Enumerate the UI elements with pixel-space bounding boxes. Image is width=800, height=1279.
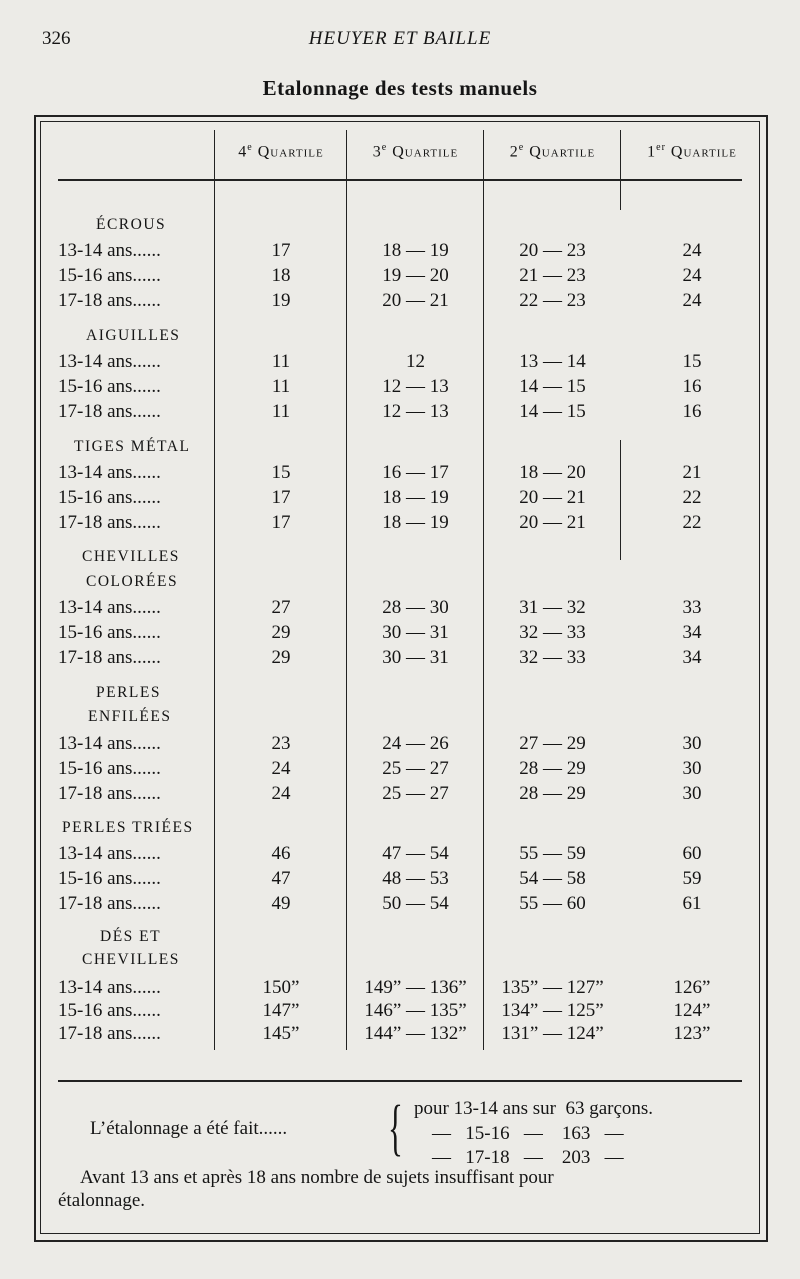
cell-q1: 24 bbox=[682, 240, 702, 261]
footer-line: — 15-16 — 163 — bbox=[432, 1123, 624, 1144]
row-age: 15-16 ans...... bbox=[58, 265, 161, 286]
column-header-4th-quartile: 4e Quartile bbox=[238, 142, 324, 161]
cell-q3: 18 — 19 bbox=[382, 240, 449, 261]
cell-q4: 46 bbox=[271, 843, 291, 864]
section-title-chevilles-colorees-line1: CHEVILLES bbox=[82, 548, 180, 565]
cell-q1: 61 bbox=[682, 893, 702, 914]
cell-q3: 12 — 13 bbox=[382, 401, 449, 422]
cell-q2: 134” — 125” bbox=[501, 1000, 604, 1021]
row-age: 13-14 ans...... bbox=[58, 977, 161, 998]
column-header-2nd-quartile: 2e Quartile bbox=[509, 142, 596, 161]
cell-q1: 24 bbox=[682, 290, 702, 311]
cell-q4: 147” bbox=[262, 1000, 300, 1021]
row-age: 17-18 ans...... bbox=[58, 401, 161, 422]
cell-q1: 30 bbox=[682, 783, 702, 804]
cell-q2: 55 — 60 bbox=[519, 893, 586, 914]
cell-q3: 48 — 53 bbox=[382, 868, 449, 889]
section-title-perles-enfilees-line1: PERLES bbox=[96, 684, 161, 701]
cell-q4: 47 bbox=[271, 868, 291, 889]
cell-q3: 18 — 19 bbox=[382, 512, 449, 533]
cell-q2: 14 — 15 bbox=[519, 401, 586, 422]
footer-intro: L’étalonnage a été fait...... bbox=[90, 1118, 288, 1139]
cell-q4: 24 bbox=[271, 783, 291, 804]
row-age: 15-16 ans...... bbox=[58, 1000, 161, 1021]
section-title-aiguilles: AIGUILLES bbox=[86, 327, 181, 344]
inner-frame bbox=[40, 121, 760, 1234]
row-age: 17-18 ans...... bbox=[58, 290, 161, 311]
cell-q2: 32 — 33 bbox=[519, 622, 586, 643]
cell-q3: 12 bbox=[406, 351, 425, 372]
cell-q2: 27 — 29 bbox=[519, 733, 586, 754]
row-age: 13-14 ans...... bbox=[58, 462, 161, 483]
section-title-perles-triees: PERLES TRIÉES bbox=[62, 819, 194, 836]
cell-q1: 59 bbox=[682, 868, 702, 889]
cell-q4: 49 bbox=[271, 893, 291, 914]
cell-q1: 21 bbox=[682, 462, 702, 483]
cell-q4: 29 bbox=[271, 622, 291, 643]
cell-q4: 18 bbox=[271, 265, 291, 286]
cell-q1: 24 bbox=[682, 265, 702, 286]
row-age: 13-14 ans...... bbox=[58, 843, 161, 864]
cell-q3: 12 — 13 bbox=[382, 376, 449, 397]
cell-q4: 24 bbox=[271, 758, 291, 779]
row-age: 15-16 ans...... bbox=[58, 487, 161, 508]
cell-q2: 21 — 23 bbox=[519, 265, 586, 286]
page-number: 326 bbox=[42, 28, 71, 49]
cell-q1: 60 bbox=[682, 843, 702, 864]
column-divider bbox=[483, 130, 484, 1050]
cell-q2: 28 — 29 bbox=[519, 758, 586, 779]
section-title-chevilles-colorees-line2: COLORÉES bbox=[86, 573, 179, 590]
row-age: 15-16 ans...... bbox=[58, 758, 161, 779]
cell-q2: 20 — 21 bbox=[519, 512, 586, 533]
row-age: 15-16 ans...... bbox=[58, 376, 161, 397]
cell-q2: 131” — 124” bbox=[501, 1023, 604, 1044]
cell-q4: 17 bbox=[271, 512, 291, 533]
cell-q3: 28 — 30 bbox=[382, 597, 449, 618]
row-age: 13-14 ans...... bbox=[58, 733, 161, 754]
section-title-perles-enfilees-line2: ENFILÉES bbox=[88, 708, 172, 725]
cell-q1: 126” bbox=[673, 977, 711, 998]
cell-q3: 47 — 54 bbox=[382, 843, 449, 864]
cell-q3: 149” — 136” bbox=[364, 977, 467, 998]
cell-q1: 16 bbox=[682, 401, 702, 422]
cell-q4: 150” bbox=[262, 977, 300, 998]
cell-q2: 20 — 21 bbox=[519, 487, 586, 508]
cell-q3: 146” — 135” bbox=[364, 1000, 467, 1021]
cell-q1: 15 bbox=[682, 351, 702, 372]
footer-rule bbox=[58, 1080, 742, 1082]
cell-q3: 30 — 31 bbox=[382, 622, 449, 643]
footer-brace: { bbox=[388, 1094, 403, 1162]
cell-q2: 135” — 127” bbox=[501, 977, 604, 998]
cell-q2: 55 — 59 bbox=[519, 843, 586, 864]
cell-q3: 50 — 54 bbox=[382, 893, 449, 914]
cell-q4: 145” bbox=[262, 1023, 300, 1044]
cell-q3: 25 — 27 bbox=[382, 758, 449, 779]
footer-note: Avant 13 ans et après 18 ans nombre de sujets insuffisant pour bbox=[80, 1167, 554, 1188]
cell-q1: 33 bbox=[682, 597, 702, 618]
cell-q3: 30 — 31 bbox=[382, 647, 449, 668]
row-age: 17-18 ans...... bbox=[58, 783, 161, 804]
row-age: 13-14 ans...... bbox=[58, 597, 161, 618]
section-title-tiges-metal: TIGES MÉTAL bbox=[74, 438, 191, 455]
cell-q1: 22 bbox=[682, 512, 702, 533]
row-age: 15-16 ans...... bbox=[58, 622, 161, 643]
row-age: 17-18 ans...... bbox=[58, 647, 161, 668]
cell-q3: 18 — 19 bbox=[382, 487, 449, 508]
cell-q3: 24 — 26 bbox=[382, 733, 449, 754]
column-header-3rd-quartile: 3e Quartile bbox=[372, 142, 459, 161]
cell-q2: 18 — 20 bbox=[519, 462, 586, 483]
cell-q2: 54 — 58 bbox=[519, 868, 586, 889]
cell-q2: 32 — 33 bbox=[519, 647, 586, 668]
cell-q4: 11 bbox=[271, 376, 291, 397]
section-title-des-et-chevilles-line1: DÉS ET bbox=[100, 928, 162, 945]
cell-q2: 20 — 23 bbox=[519, 240, 586, 261]
row-age: 13-14 ans...... bbox=[58, 351, 161, 372]
cell-q4: 11 bbox=[271, 401, 291, 422]
cell-q1: 30 bbox=[682, 758, 702, 779]
section-title-ecrous: ÉCROUS bbox=[96, 216, 167, 233]
cell-q1: 123” bbox=[673, 1023, 711, 1044]
footer-line: — 17-18 — 203 — bbox=[432, 1147, 624, 1168]
cell-q1: 34 bbox=[682, 622, 702, 643]
cell-q4: 19 bbox=[271, 290, 291, 311]
cell-q4: 29 bbox=[271, 647, 291, 668]
cell-q3: 20 — 21 bbox=[382, 290, 449, 311]
cell-q2: 28 — 29 bbox=[519, 783, 586, 804]
cell-q2: 31 — 32 bbox=[519, 597, 586, 618]
section-title-des-et-chevilles-line2: CHEVILLES bbox=[82, 951, 180, 968]
cell-q2: 14 — 15 bbox=[519, 376, 586, 397]
column-divider bbox=[346, 130, 347, 1050]
cell-q2: 13 — 14 bbox=[519, 351, 586, 372]
running-head: HEUYER ET BAILLE bbox=[308, 28, 492, 49]
cell-q3: 25 — 27 bbox=[382, 783, 449, 804]
cell-q1: 22 bbox=[682, 487, 702, 508]
column-divider bbox=[620, 130, 621, 210]
table-title: Etalonnage des tests manuels bbox=[262, 76, 538, 100]
row-age: 13-14 ans...... bbox=[58, 240, 161, 261]
cell-q3: 19 — 20 bbox=[382, 265, 449, 286]
cell-q1: 124” bbox=[673, 1000, 711, 1021]
cell-q3: 16 — 17 bbox=[382, 462, 449, 483]
cell-q4: 23 bbox=[271, 733, 291, 754]
cell-q4: 17 bbox=[271, 487, 291, 508]
cell-q2: 22 — 23 bbox=[519, 290, 586, 311]
cell-q3: 144” — 132” bbox=[364, 1023, 467, 1044]
column-header-1st-quartile: 1er Quartile bbox=[647, 142, 737, 161]
row-age: 17-18 ans...... bbox=[58, 512, 161, 533]
cell-q4: 27 bbox=[271, 597, 291, 618]
header-rule bbox=[58, 179, 742, 181]
row-age: 17-18 ans...... bbox=[58, 1023, 161, 1044]
cell-q1: 16 bbox=[682, 376, 702, 397]
row-age: 15-16 ans...... bbox=[58, 868, 161, 889]
row-age: 17-18 ans...... bbox=[58, 893, 161, 914]
cell-q4: 11 bbox=[271, 351, 291, 372]
cell-q4: 15 bbox=[271, 462, 291, 483]
column-divider bbox=[620, 440, 621, 560]
cell-q1: 30 bbox=[682, 733, 702, 754]
footer-line: pour 13-14 ans sur 63 garçons. bbox=[414, 1098, 654, 1119]
cell-q1: 34 bbox=[682, 647, 702, 668]
column-divider bbox=[214, 130, 215, 1050]
footer-note: étalonnage. bbox=[58, 1190, 146, 1211]
cell-q4: 17 bbox=[271, 240, 291, 261]
